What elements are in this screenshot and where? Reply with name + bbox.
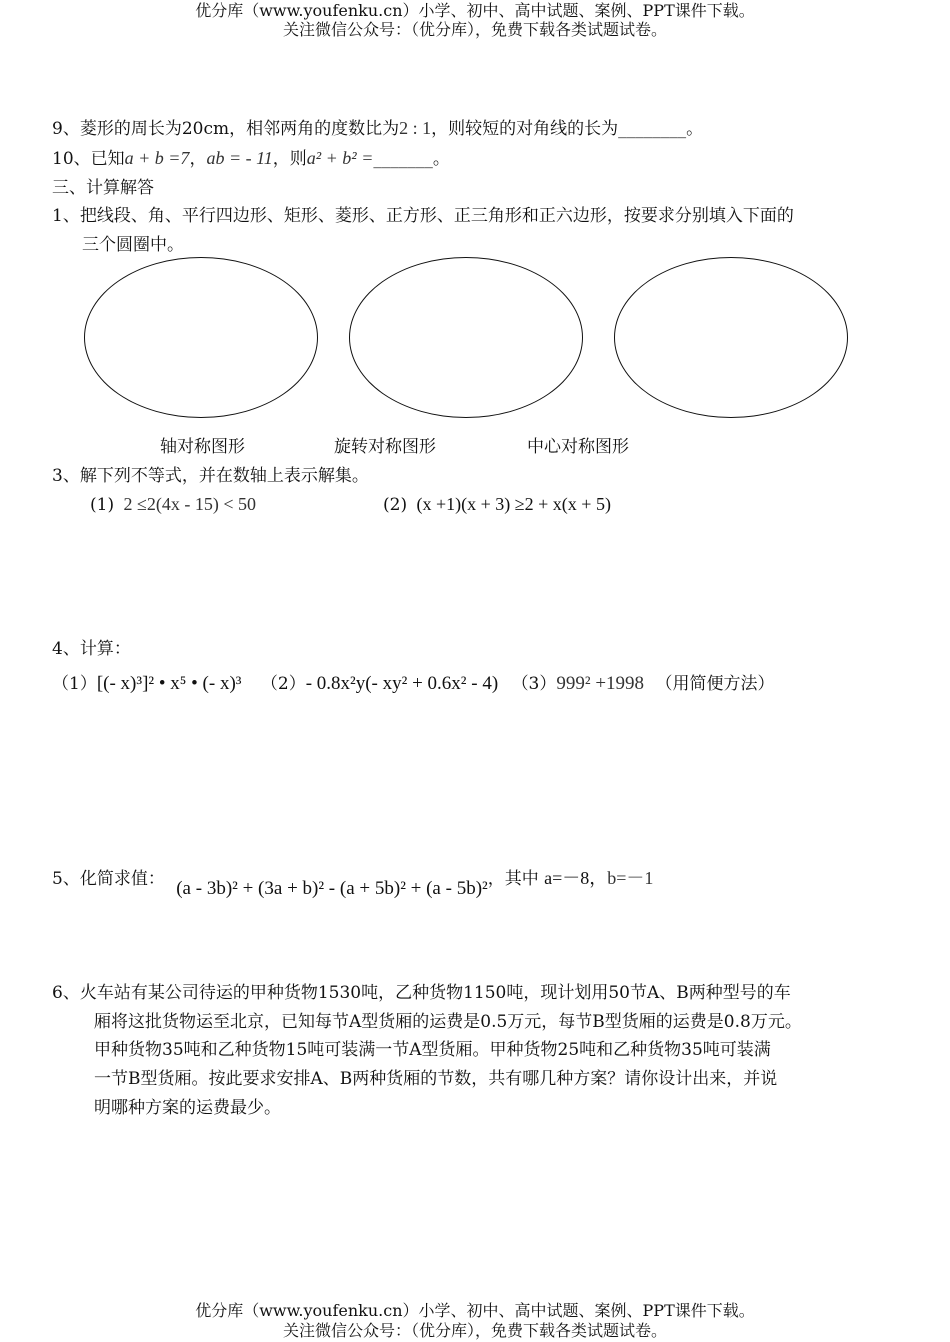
- q6-line-4: 一节B型货厢。按此要求安排A、B两种货厢的节数，共有哪几种方案？请你设计出来，并说: [94, 1069, 778, 1089]
- q5-cond-prefix: ，其中: [487, 869, 539, 889]
- q5-expr: (a - 3b)² + (3a + b)² - (a + 5b)² + (a - 5b)²: [176, 878, 488, 899]
- q9-end: 。: [686, 119, 704, 139]
- q1-line-2: 三个圆圈中。: [82, 235, 184, 255]
- q10-eq1: a + b =7: [124, 148, 190, 168]
- q6-line-1: 6、火车站有某公司待运的甲种货物1530吨，乙种货物1150吨，现计划用50节A、B两种型号的车: [52, 983, 791, 1003]
- question-9: [52, 117, 703, 140]
- q9-blank: ________: [618, 119, 687, 139]
- q10-blank: _______: [373, 149, 433, 169]
- q10-eq2: ab = - 11: [206, 148, 273, 168]
- circle-central-symmetry: [614, 257, 848, 418]
- label-rotational-symmetry: 旋转对称图形: [334, 437, 436, 457]
- q6-line-5: 明哪种方案的运费最少。: [94, 1098, 281, 1118]
- header-line-1: 优分库（www.youfenku.cn）小学、初中、高中试题、案例、PPT课件下载。: [195, 1, 755, 20]
- q4-problems: [52, 673, 774, 695]
- q9-suffix: ，则较短的对角线的长为: [431, 119, 619, 139]
- q10-mid: ，则: [272, 149, 307, 169]
- footer-line-2: 关注微信公众号：（优分库），免费下载各类试题试卷。: [282, 1321, 667, 1340]
- footer-line-1: 优分库（www.youfenku.cn）小学、初中、高中试题、案例、PPT课件下载。: [195, 1301, 755, 1320]
- circle-rotational-symmetry: [349, 257, 583, 418]
- q3-p1-expr: 2 ≤2(4x - 15) < 50: [123, 494, 257, 514]
- q5-cond-a: a=－8，: [544, 868, 608, 888]
- q5-title: 5、化简求值：: [52, 869, 165, 889]
- q4-p3-label: （3）: [511, 674, 557, 694]
- section-3-title: 三、计算解答: [52, 178, 154, 198]
- q4-p1-expr: [(- x)³]² • x⁵ • (- x)³: [96, 673, 242, 694]
- q5: [52, 867, 654, 899]
- q3-part-2: [383, 493, 611, 516]
- q4-p1-label: （1）: [52, 674, 97, 694]
- q5-cond-b: b=－1: [607, 868, 654, 888]
- q3-p2-label: (2): [383, 495, 408, 515]
- header-line-2: 关注微信公众号：（优分库），免费下载各类试题试卷。: [282, 20, 667, 39]
- q4-p3-expr: 999² +1998: [556, 673, 645, 694]
- question-10: [52, 147, 450, 170]
- q3-p2-expr: (x +1)(x + 3) ≥2 + x(x + 5): [416, 494, 611, 514]
- q4-p2-expr: - 0.8x²y(- xy² + 0.6x² - 4): [305, 673, 499, 694]
- q1-line-1: 1、把线段、角、平行四边形、矩形、菱形、正方形、正三角形和正六边形，按要求分别填入下面的: [52, 206, 794, 226]
- q6-line-3: 甲种货物35吨和乙种货物15吨可装满一节A型货厢。甲种货物25吨和乙种货物35吨可装满: [94, 1040, 771, 1060]
- q9-ratio: 2 : 1: [399, 118, 432, 138]
- q4-title: 4、计算：: [52, 639, 131, 659]
- label-axial-symmetry: 轴对称图形: [160, 437, 245, 457]
- label-central-symmetry: 中心对称图形: [527, 437, 629, 457]
- q4-p3-note: （用简便方法）: [655, 674, 775, 694]
- q10-prefix: 10、已知: [52, 149, 125, 169]
- q10-end: 。: [432, 149, 450, 169]
- q3-p1-label: (1): [90, 495, 115, 515]
- q9-prefix: 9、菱形的周长为20cm，相邻两角的度数比为: [52, 119, 400, 139]
- q3-title: 3、解下列不等式，并在数轴上表示解集。: [52, 466, 369, 486]
- q10-sep: ，: [189, 149, 207, 169]
- q10-eq3: a² + b² =: [306, 148, 374, 168]
- q3-part-1: [90, 493, 256, 516]
- circle-axial-symmetry: [84, 257, 318, 418]
- q6-line-2: 厢将这批货物运至北京，已知每节A型货厢的运费是0.5万元，每节B型货厢的运费是0.8万元。: [94, 1012, 802, 1032]
- q4-p2-label: （2）: [260, 674, 306, 694]
